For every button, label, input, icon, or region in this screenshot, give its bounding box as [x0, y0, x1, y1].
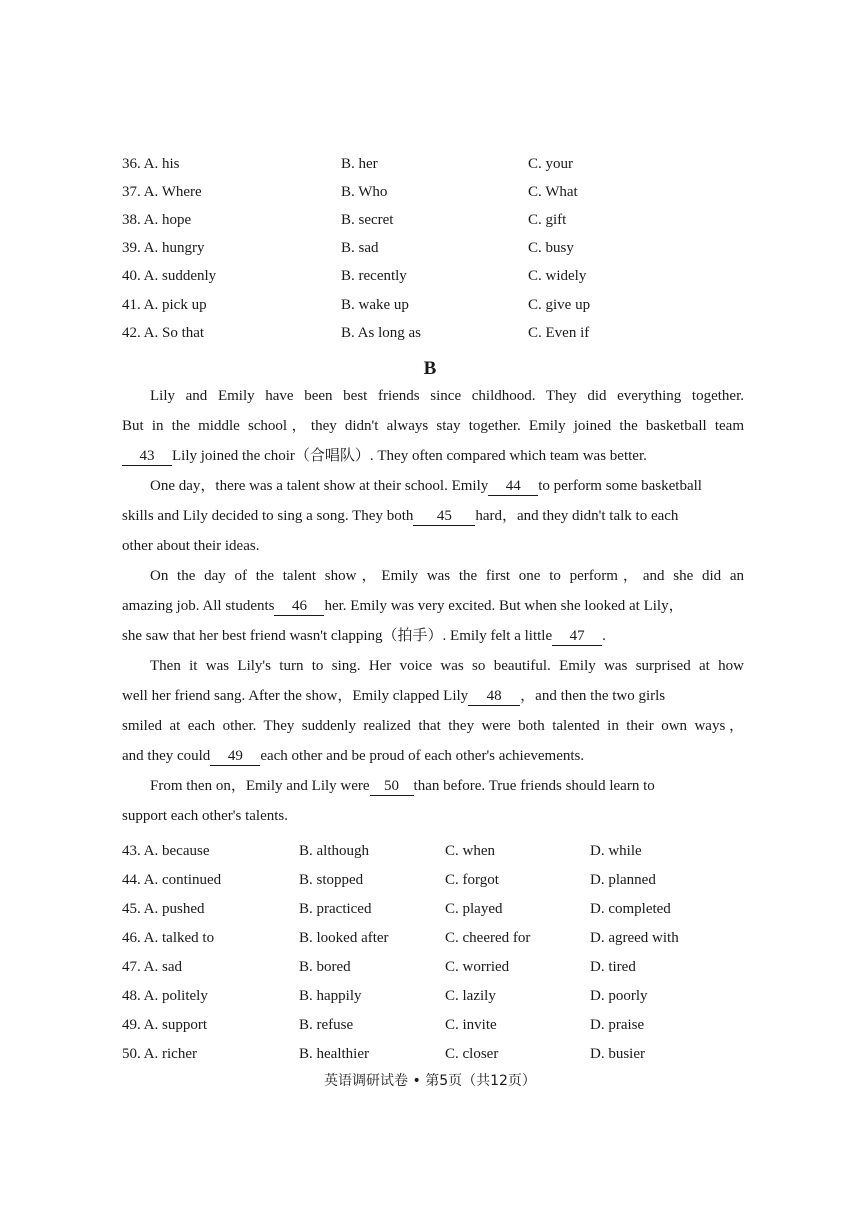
option-b: B. her	[341, 156, 378, 172]
option-d: D. praise	[590, 1017, 645, 1033]
passage-line: But in the middle school，they didn't always stay together. Emily joined the basketball team	[122, 418, 744, 434]
passage-line	[150, 775, 744, 797]
option-b: B. practiced	[299, 901, 372, 917]
option-row-42	[0, 322, 860, 344]
option-row-39	[0, 237, 860, 259]
blank-44[interactable]: 44	[488, 477, 538, 496]
passage-text: ，and then the two girls	[520, 688, 666, 704]
option-c: C. busy	[528, 240, 574, 256]
option-c: C. gift	[528, 212, 567, 228]
option-row-50	[0, 1043, 860, 1065]
option-c: C. your	[528, 156, 573, 172]
option-d: D. planned	[590, 872, 656, 888]
option-c: C. lazily	[445, 988, 496, 1004]
passage-text: skills and Lily decided to sing a song. They both	[122, 508, 414, 524]
option-a: 42. A. So that	[122, 325, 205, 341]
option-a: 46. A. talked to	[122, 930, 215, 946]
option-a: 36. A. his	[122, 156, 180, 172]
passage-text: hard，and they didn't talk to each	[475, 508, 679, 524]
option-c: C. worried	[445, 959, 510, 975]
option-b: B. bored	[299, 959, 351, 975]
option-a: 48. A. politely	[122, 988, 208, 1004]
option-row-44	[0, 869, 860, 891]
option-a: 39. A. hungry	[122, 240, 205, 256]
option-c: C. Even if	[528, 325, 590, 341]
blank-47[interactable]: 47	[552, 627, 602, 646]
option-c: C. What	[528, 184, 578, 200]
blank-45[interactable]: 45	[413, 507, 475, 526]
option-a: 38. A. hope	[122, 212, 192, 228]
option-c: C. closer	[445, 1046, 499, 1062]
option-d: D. poorly	[590, 988, 648, 1004]
passage-line	[122, 595, 744, 617]
passage-line	[122, 685, 744, 707]
passage-line: smiled at each other. They suddenly realized that they were both talented in their own ways，	[122, 718, 744, 734]
option-row-45	[0, 898, 860, 920]
option-row-46	[0, 927, 860, 949]
option-a: 49. A. support	[122, 1017, 208, 1033]
option-a: 50. A. richer	[122, 1046, 197, 1062]
passage-text: Lily joined the choir（合唱队）. They often compared which team was better.	[172, 448, 647, 464]
option-a: 37. A. Where	[122, 184, 202, 200]
passage-line	[122, 745, 744, 767]
option-a: 43. A. because	[122, 843, 210, 859]
option-a: 40. A. suddenly	[122, 268, 217, 284]
passage-text: amazing job. All students	[122, 598, 275, 614]
option-b: B. healthier	[299, 1046, 369, 1062]
blank-48[interactable]: 48	[468, 687, 520, 706]
option-c: C. invite	[445, 1017, 497, 1033]
passage-text: each other and be proud of each other's achievements.	[260, 748, 585, 764]
passage-text: and they could	[122, 748, 211, 764]
option-d: D. completed	[590, 901, 671, 917]
option-row-36	[0, 153, 860, 175]
option-b: B. although	[299, 843, 369, 859]
option-d: D. busier	[590, 1046, 645, 1062]
page-footer: 英语调研试卷 • 第5页（共12页）	[324, 1073, 536, 1089]
option-a: 44. A. continued	[122, 872, 222, 888]
passage-line: support each other's talents.	[122, 808, 288, 824]
option-c: C. when	[445, 843, 495, 859]
passage-line: Lily and Emily have been best friends since childhood. They did everything together.	[150, 388, 744, 404]
passage-text: to perform some basketball	[538, 478, 702, 494]
passage-line	[122, 505, 744, 527]
option-row-41	[0, 294, 860, 316]
blank-43[interactable]: 43	[122, 447, 172, 466]
option-b: B. happily	[299, 988, 362, 1004]
option-b: B. sad	[341, 240, 379, 256]
blank-49[interactable]: 49	[210, 747, 260, 766]
option-b: B. As long as	[341, 325, 422, 341]
option-b: B. refuse	[299, 1017, 354, 1033]
option-row-40	[0, 265, 860, 287]
option-b: B. recently	[341, 268, 407, 284]
option-row-38	[0, 209, 860, 231]
option-c: C. give up	[528, 297, 591, 313]
option-row-49	[0, 1014, 860, 1036]
option-row-37	[0, 181, 860, 203]
passage-text: she saw that her best friend wasn't clapping（拍手）. Emily felt a little	[122, 628, 553, 644]
option-c: C. forgot	[445, 872, 499, 888]
passage-text: .	[602, 628, 606, 644]
option-b: B. Who	[341, 184, 388, 200]
option-c: C. widely	[528, 268, 587, 284]
passage-line	[122, 625, 744, 647]
option-a: 47. A. sad	[122, 959, 182, 975]
option-row-43	[0, 840, 860, 862]
option-d: D. agreed with	[590, 930, 679, 946]
passage-text: One day，there was a talent show at their school. Emily	[150, 478, 489, 494]
option-b: B. looked after	[299, 930, 389, 946]
passage-text: From then on，Emily and Lily were	[150, 778, 370, 794]
blank-46[interactable]: 46	[274, 597, 324, 616]
option-a: 41. A. pick up	[122, 297, 207, 313]
option-a: 45. A. pushed	[122, 901, 205, 917]
option-d: D. while	[590, 843, 642, 859]
passage-line: Then it was Lily's turn to sing. Her voice was so beautiful. Emily was surprised at how	[150, 658, 744, 674]
passage-text: her. Emily was very excited. But when she looked at Lily，	[324, 598, 684, 614]
passage-line	[122, 445, 744, 467]
blank-50[interactable]: 50	[370, 777, 414, 796]
option-row-48	[0, 985, 860, 1007]
passage-text: than before. True friends should learn to	[413, 778, 655, 794]
option-b: B. secret	[341, 212, 394, 228]
option-b: B. stopped	[299, 872, 364, 888]
option-b: B. wake up	[341, 297, 409, 313]
passage-line: other about their ideas.	[122, 538, 260, 554]
passage-line	[150, 475, 744, 497]
option-d: D. tired	[590, 959, 636, 975]
passage-text: well her friend sang. After the show，Emily clapped Lily	[122, 688, 469, 704]
section-title: B	[423, 358, 437, 379]
option-c: C. cheered for	[445, 930, 531, 946]
option-row-47	[0, 956, 860, 978]
option-c: C. played	[445, 901, 503, 917]
passage-line: On the day of the talent show，Emily was the first one to perform，and she did an	[150, 568, 744, 584]
